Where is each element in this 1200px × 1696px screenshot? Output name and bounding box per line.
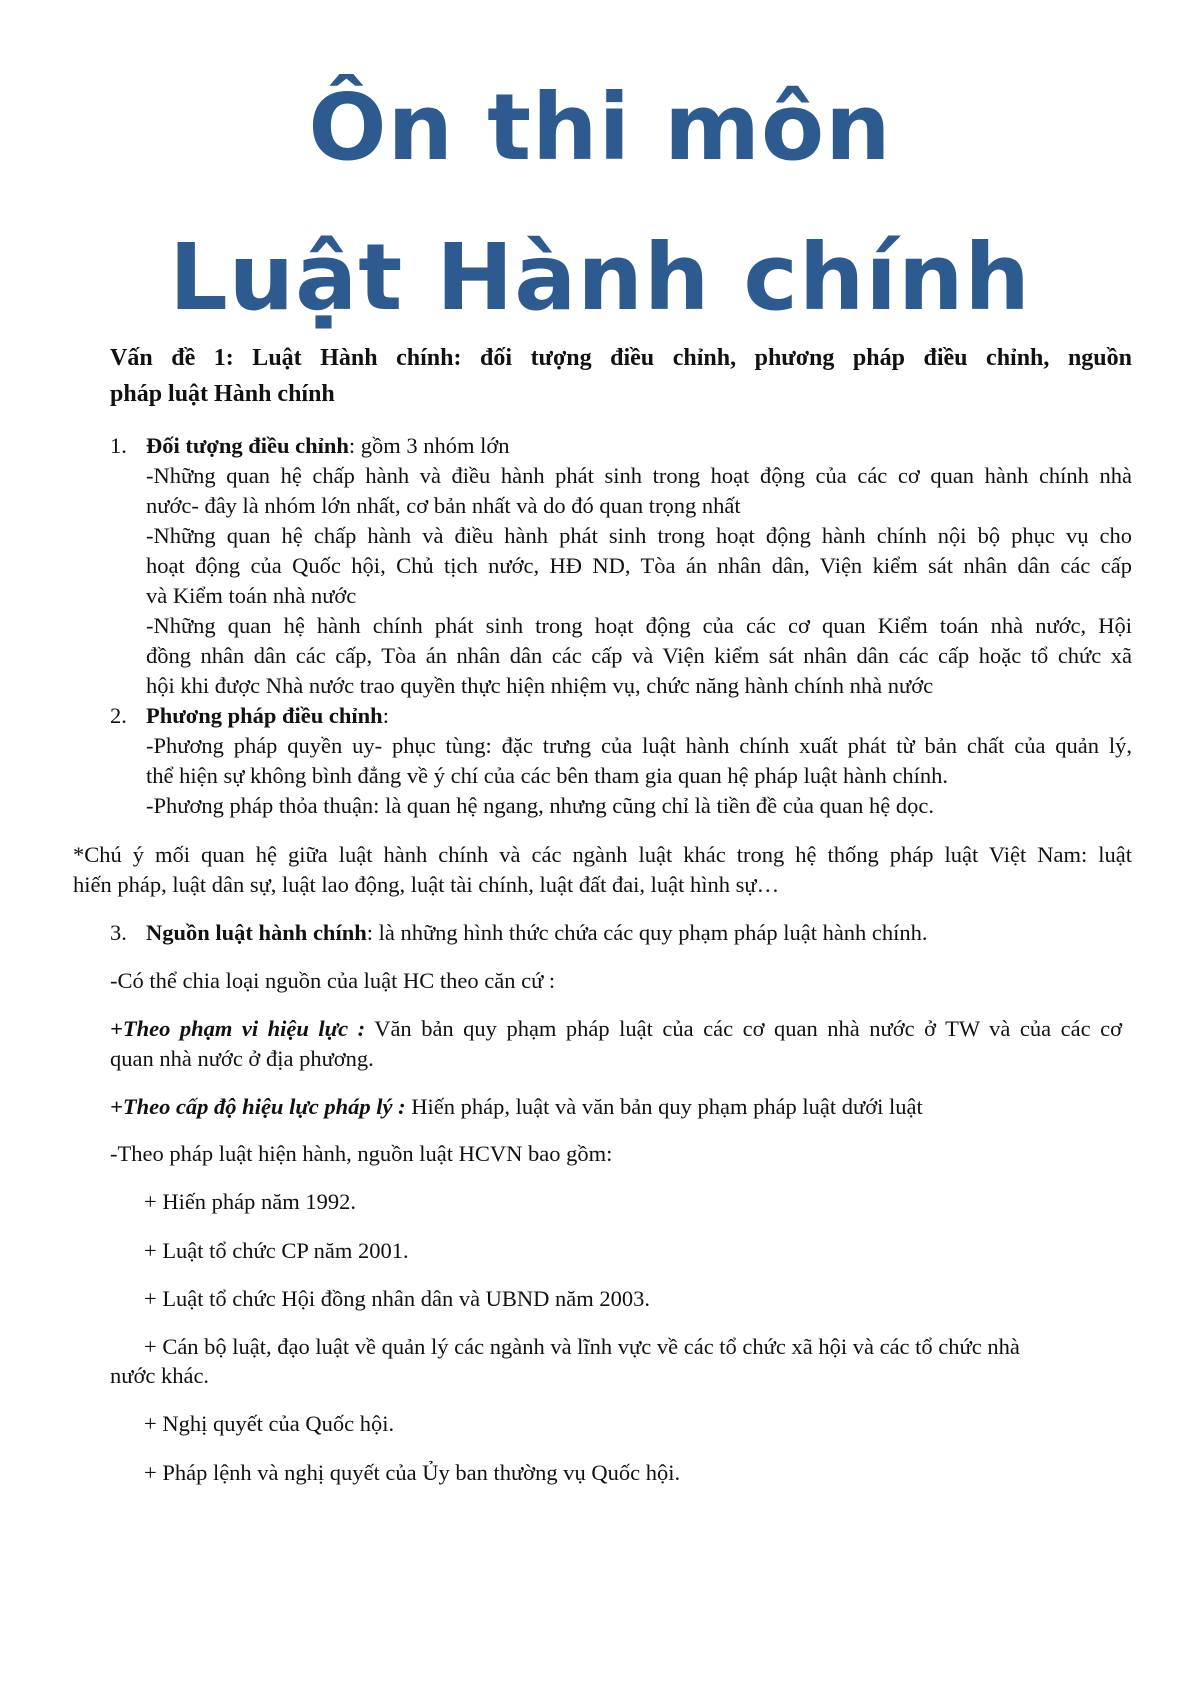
- paragraph-line: -Những quan hệ chấp hành và điều hành phát sinh trong hoạt động hành chính nội bộ phục vụ cho: [146, 523, 1132, 548]
- scope-label: +Theo phạm vi hiệu lực :: [110, 1016, 366, 1041]
- document-title-line1: Ôn thi môn: [308, 74, 892, 181]
- paragraph-line: -Theo pháp luật hiện hành, nguồn luật HCVN bao gồm:: [110, 1141, 613, 1166]
- source-item: + Pháp lệnh và nghị quyết của Ủy ban thường vụ Quốc hội.: [144, 1460, 681, 1485]
- list-item-label: Nguồn luật hành chính: [146, 920, 367, 945]
- paragraph-line: -Những quan hệ chấp hành và điều hành phát sinh trong hoạt động của các cơ quan hành chính nhà: [146, 463, 1132, 488]
- list-number: 2.: [110, 703, 127, 728]
- list-item-label: Đối tượng điều chỉnh: [146, 433, 349, 458]
- list-item-1: [110, 431, 1132, 461]
- paragraph-line: -Có thể chia loại nguồn của luật HC theo căn cứ :: [110, 968, 556, 993]
- scope-text: Văn bản quy phạm pháp luật của các cơ quan nhà nước ở TW và của các cơ: [365, 1016, 1122, 1041]
- paragraph-line: -Những quan hệ hành chính phát sinh trong hoạt động của các cơ quan Kiểm toán nhà nước, Hội: [146, 613, 1132, 638]
- paragraph-line: và Kiểm toán nhà nước: [146, 583, 357, 608]
- source-item: + Luật tổ chức CP năm 2001.: [144, 1238, 409, 1263]
- paragraph-line: quan nhà nước ở địa phương.: [110, 1046, 374, 1071]
- paragraph-line: -Phương pháp quyền uy- phục tùng: đặc trưng của luật hành chính xuất phát từ bản chất của quản lý,: [146, 733, 1132, 758]
- source-item: + Luật tổ chức Hội đồng nhân dân và UBND năm 2003.: [144, 1286, 651, 1311]
- paragraph-line: hội khi được Nhà nước trao quyền thực hiện nhiệm vụ, chức năng hành chính nhà nước: [146, 673, 934, 698]
- paragraph-line: nước- đây là nhóm lớn nhất, cơ bản nhất và do đó quan trọng nhất: [146, 493, 741, 518]
- level-line: [110, 1092, 923, 1122]
- list-number: 3.: [110, 920, 127, 945]
- level-text: Hiến pháp, luật và văn bản quy phạm pháp luật dưới luật: [405, 1094, 923, 1119]
- paragraph-line: -Phương pháp thỏa thuận: là quan hệ ngang, nhưng cũng chỉ là tiền đề của quan hệ dọc.: [146, 793, 934, 818]
- note-line: hiến pháp, luật dân sự, luật lao động, luật tài chính, luật đất đai, luật hình sự…: [73, 872, 780, 897]
- list-item-text: : là những hình thức chứa các quy phạm pháp luật hành chính.: [366, 920, 928, 945]
- list-item-label: Phương pháp điều chỉnh: [146, 703, 383, 728]
- section-heading-line2: pháp luật Hành chính: [110, 381, 335, 407]
- paragraph-line: đồng nhân dân các cấp, Tòa án nhân dân các cấp và Viện kiểm sát nhân dân các cấp hoặc tổ chức xã: [146, 643, 1132, 668]
- level-label: +Theo cấp độ hiệu lực pháp lý :: [110, 1094, 406, 1119]
- list-item-2: [110, 701, 1132, 731]
- source-item: + Hiến pháp năm 1992.: [144, 1189, 357, 1214]
- scope-line1: [110, 1014, 1122, 1044]
- document-title-line2: Luật Hành chính: [169, 224, 1031, 331]
- source-item-continued: nước khác.: [110, 1363, 210, 1388]
- source-item: + Nghị quyết của Quốc hội.: [144, 1411, 395, 1436]
- list-number: 1.: [110, 433, 127, 458]
- list-item-text: : gồm 3 nhóm lớn: [348, 433, 510, 458]
- list-item-3: [110, 918, 1132, 948]
- note-line: *Chú ý mối quan hệ giữa luật hành chính và các ngành luật khác trong hệ thống pháp luật Việt Nam: luật: [73, 842, 1132, 867]
- section-heading-line1: Vấn đề 1: Luật Hành chính: đối tượng điều chỉnh, phương pháp điều chỉnh, nguồn: [110, 345, 1132, 371]
- list-item-text: :: [382, 703, 389, 728]
- source-item: + Cán bộ luật, đạo luật về quản lý các ngành và lĩnh vực về các tổ chức xã hội và các tổ chức nhà: [144, 1334, 1020, 1359]
- paragraph-line: hoạt động của Quốc hội, Chủ tịch nước, HĐ ND, Tòa án nhân dân, Viện kiểm sát nhân dân các cấp: [146, 553, 1132, 578]
- paragraph-line: thể hiện sự không bình đẳng về ý chí của các bên tham gia quan hệ pháp luật hành chính.: [146, 763, 948, 788]
